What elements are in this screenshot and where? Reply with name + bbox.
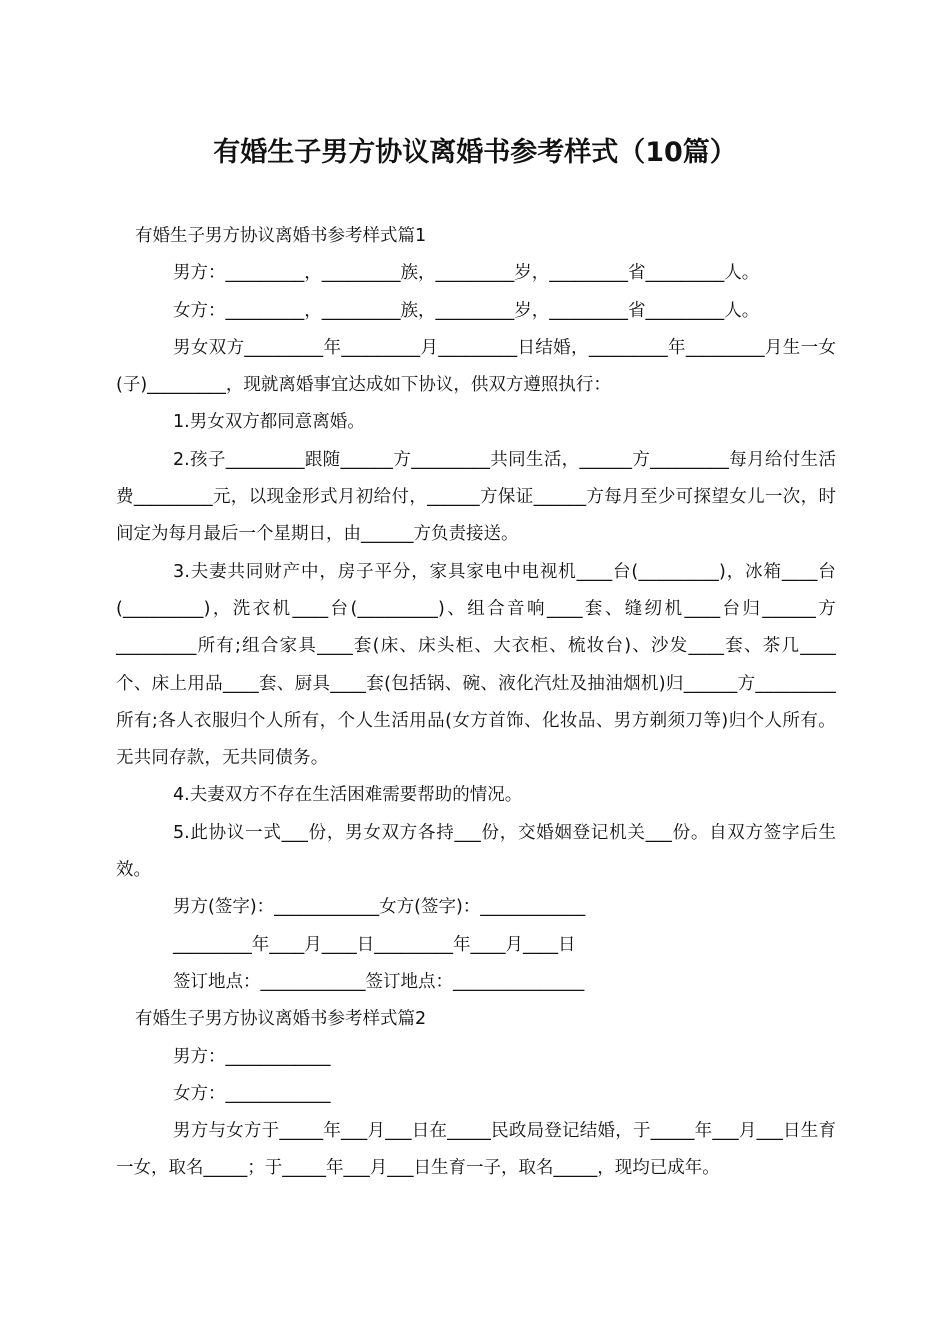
section-1-male-info: 男方：_________，_________族，_________岁，_________省_________人。 [173,263,760,284]
section-1-item-1: 1.男女双方都同意离婚。 [173,412,365,433]
section-2-female-info: 女方：____________ [173,1083,331,1104]
section-1-item-2: 2.孩子_________跟随______方_________共同生活，______方_________每月给付生活费_________元，以现金形式月初给付，______方保证______方每月至少可探望女儿一次，时间定为每月最后一个星期日，由______方负责接送。 [116,449,836,545]
section-1-place-line: 签订地点：____________签订地点：_______________ [173,971,585,992]
section-1-marriage-paragraph: 男女双方_________年_________月_________日结婚，_________年_________月生一女(子)_________，现就离婚事宜达成如下协议，供双方遵照执行： [116,337,836,396]
document-body [116,218,836,1188]
section-1-female-info: 女方：_________，_________族，_________岁，_________省_________人。 [173,300,760,321]
section-2-heading: 有婚生子男方协议离婚书参考样式篇2 [135,1009,427,1030]
section-2-male-info: 男方：____________ [173,1046,331,1067]
section-2-marriage-paragraph: 男方与女方于_____年___月___日在_____民政局登记结婚，于_____年___月___日生育一女，取名_____；于_____年___月___日生育一子，取名_____，现均已成年。 [116,1121,836,1179]
section-1-heading: 有婚生子男方协议离婚书参考样式篇1 [135,226,427,246]
section-1-date-line: _________年____月____日_________年____月____日 [173,934,576,955]
section-1-item-5: 5.此协议一式___份，男女双方各持___份，交婚姻登记机关___份。自双方签字后生效。 [116,822,836,881]
section-1-signature-line: 男方(签字)：____________女方(签字)：____________ [173,897,586,918]
section-1-item-4: 4.夫妻双方不存在生活困难需要帮助的情况。 [173,785,523,806]
document-title: 有婚生子男方协议离婚书参考样式（10篇） [213,137,737,168]
section-1-item-3: 3.夫妻共同财产中，房子平分，家具家电中电视机____台(_________)，冰箱____台(_________)，洗衣机____台(_________)、组合音响____套、缝纫机____台归______方_________所有;组合家具____套(床、床头柜、大衣柜、梳妆台)、沙发____套、茶几____个、床上用品____套、厨具____套(包括锅、碗、液化汽灶及抽油烟机)归______方_________所有;各人衣服归个人所有，个人生活用品(女方首饰、化妆品、男方剃须刀等)归个人所有。无共同存款，无共同债务。 [116,561,836,769]
